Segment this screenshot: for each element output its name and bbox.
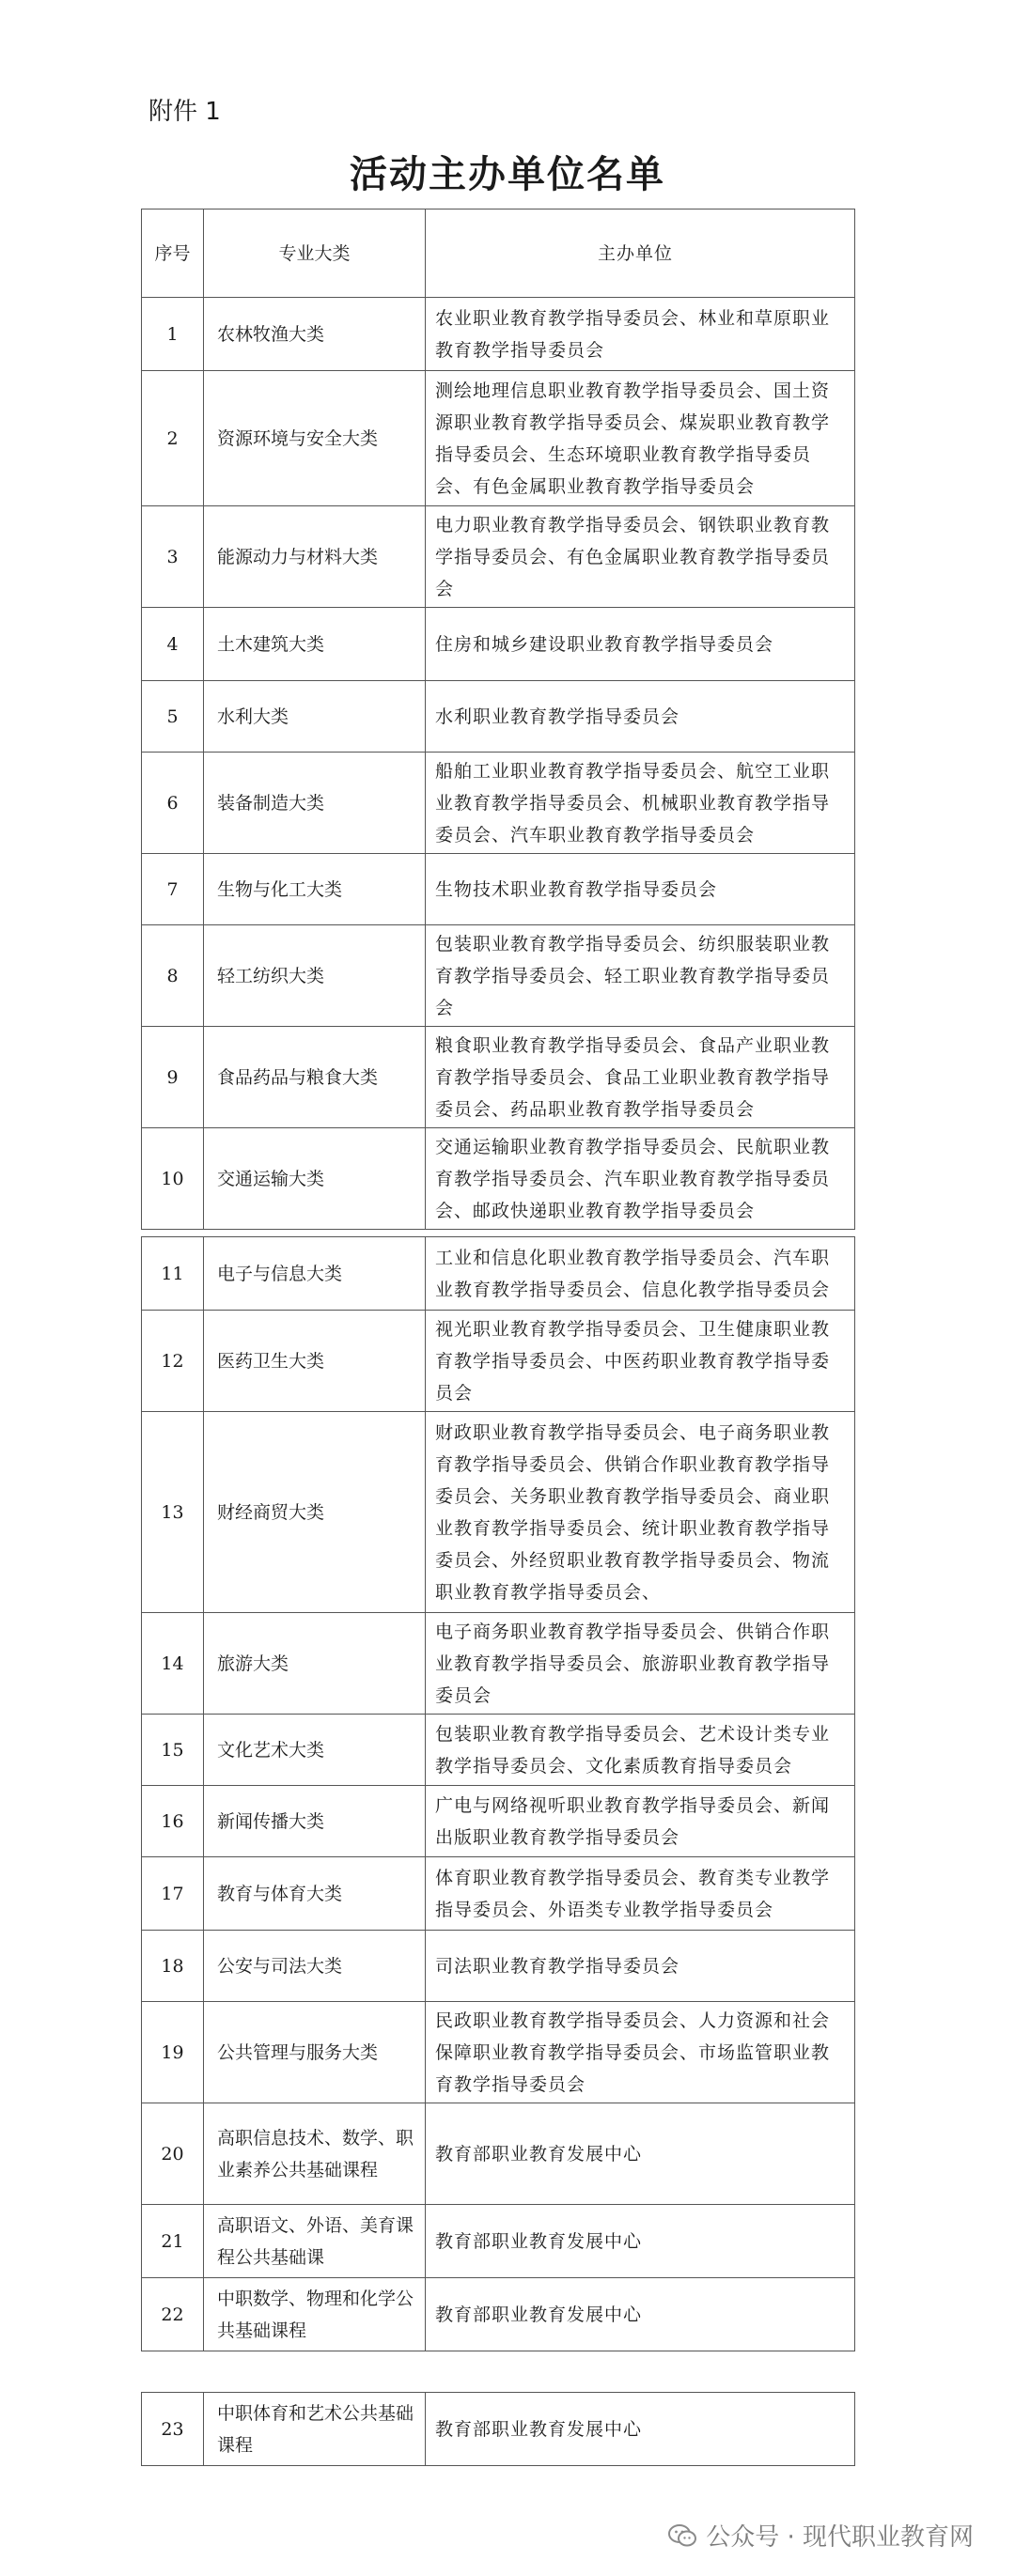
table-row — [142, 2393, 855, 2466]
header-category: 专业大类 — [204, 209, 426, 298]
row-organizer: 测绘地理信息职业教育教学指导委员会、国土资源职业教育教学指导委员会、煤炭职业教育教学指导委员会、生态环境职业教育教学指导委员会、有色金属职业教育教学指导委员会 — [426, 371, 855, 506]
page-title: 活动主办单位名单 — [350, 152, 665, 196]
table-row — [142, 2205, 855, 2278]
row-category: 中职数学、物理和化学公共基础课程 — [204, 2278, 426, 2351]
row-number: 2 — [142, 371, 204, 506]
row-organizer: 教育部职业教育发展中心 — [426, 2393, 855, 2466]
row-number: 13 — [142, 1412, 204, 1613]
table-row — [142, 1857, 855, 1931]
row-organizer: 电子商务职业教育教学指导委员会、供销合作职业教育教学指导委员会、旅游职业教育教学指导委员会 — [426, 1613, 855, 1715]
table-row — [142, 608, 855, 681]
row-number: 8 — [142, 925, 204, 1027]
table-row — [142, 506, 855, 608]
row-organizer: 教育部职业教育发展中心 — [426, 2205, 855, 2278]
row-number: 22 — [142, 2278, 204, 2351]
row-number: 20 — [142, 2103, 204, 2205]
table-row — [142, 925, 855, 1027]
row-organizer: 财政职业教育教学指导委员会、电子商务职业教育教学指导委员会、供销合作职业教育教学指导委员会、关务职业教育教学指导委员会、商业职业教育教学指导委员会、统计职业教育教学指导委员会、外经贸职业教育教学指导委员会、物流职业教育教学指导委员会、 — [426, 1412, 855, 1613]
table-row — [142, 1412, 855, 1613]
row-category: 旅游大类 — [204, 1613, 426, 1715]
row-organizer: 粮食职业教育教学指导委员会、食品产业职业教育教学指导委员会、食品工业职业教育教学指导委员会、药品职业教育教学指导委员会 — [426, 1027, 855, 1128]
row-organizer: 广电与网络视听职业教育教学指导委员会、新闻出版职业教育教学指导委员会 — [426, 1786, 855, 1857]
table-row — [142, 1613, 855, 1715]
row-organizer: 包装职业教育教学指导委员会、纺织服装职业教育教学指导委员会、轻工职业教育教学指导委员会 — [426, 925, 855, 1027]
row-number: 1 — [142, 298, 204, 371]
table-row — [142, 1715, 855, 1786]
watermark — [668, 2518, 974, 2553]
row-organizer: 住房和城乡建设职业教育教学指导委员会 — [426, 608, 855, 681]
row-organizer: 生物技术职业教育教学指导委员会 — [426, 854, 855, 925]
row-organizer: 视光职业教育教学指导委员会、卫生健康职业教育教学指导委员会、中医药职业教育教学指导委员会 — [426, 1311, 855, 1412]
row-number: 16 — [142, 1786, 204, 1857]
row-number: 21 — [142, 2205, 204, 2278]
row-category: 生物与化工大类 — [204, 854, 426, 925]
table-row — [142, 1931, 855, 2002]
row-category: 电子与信息大类 — [204, 1237, 426, 1311]
row-category: 公安与司法大类 — [204, 1931, 426, 2002]
row-category: 文化艺术大类 — [204, 1715, 426, 1786]
table-row — [142, 1237, 855, 1311]
row-category: 装备制造大类 — [204, 753, 426, 854]
watermark-text: 公众号 · 现代职业教育网 — [706, 2523, 974, 2552]
table-header-row — [142, 209, 855, 298]
row-category: 农林牧渔大类 — [204, 298, 426, 371]
row-organizer: 司法职业教育教学指导委员会 — [426, 1931, 855, 2002]
row-category: 水利大类 — [204, 681, 426, 753]
table-row — [142, 753, 855, 854]
header-seq: 序号 — [142, 209, 204, 298]
table-row — [142, 1027, 855, 1128]
row-number: 10 — [142, 1128, 204, 1230]
table-row — [142, 1128, 855, 1230]
row-organizer: 水利职业教育教学指导委员会 — [426, 681, 855, 753]
row-number: 15 — [142, 1715, 204, 1786]
row-organizer: 包装职业教育教学指导委员会、艺术设计类专业教学指导委员会、文化素质教育指导委员会 — [426, 1715, 855, 1786]
table-row — [142, 1786, 855, 1857]
table-row — [142, 2103, 855, 2205]
row-category: 高职语文、外语、美育课程公共基础课 — [204, 2205, 426, 2278]
row-category: 公共管理与服务大类 — [204, 2002, 426, 2103]
row-number: 7 — [142, 854, 204, 925]
row-organizer: 工业和信息化职业教育教学指导委员会、汽车职业教育教学指导委员会、信息化教学指导委员会 — [426, 1237, 855, 1311]
attachment-label: 附件 1 — [148, 98, 221, 126]
table-row — [142, 854, 855, 925]
row-organizer: 交通运输职业教育教学指导委员会、民航职业教育教学指导委员会、汽车职业教育教学指导委员会、邮政快递职业教育教学指导委员会 — [426, 1128, 855, 1230]
row-category: 高职信息技术、数学、职业素养公共基础课程 — [204, 2103, 426, 2205]
row-organizer: 体育职业教育教学指导委员会、教育类专业教学指导委员会、外语类专业教学指导委员会 — [426, 1857, 855, 1931]
row-category: 教育与体育大类 — [204, 1857, 426, 1931]
row-number: 23 — [142, 2393, 204, 2466]
header-organizer: 主办单位 — [426, 209, 855, 298]
table-row — [142, 681, 855, 753]
wechat-official-account-icon — [668, 2523, 696, 2548]
row-number: 5 — [142, 681, 204, 753]
row-category: 财经商贸大类 — [204, 1412, 426, 1613]
row-number: 17 — [142, 1857, 204, 1931]
row-number: 18 — [142, 1931, 204, 2002]
row-category: 交通运输大类 — [204, 1128, 426, 1230]
row-organizer: 农业职业教育教学指导委员会、林业和草原职业教育教学指导委员会 — [426, 298, 855, 371]
row-organizer: 船舶工业职业教育教学指导委员会、航空工业职业教育教学指导委员会、机械职业教育教学指导委员会、汽车职业教育教学指导委员会 — [426, 753, 855, 854]
table-row — [142, 2002, 855, 2103]
row-number: 9 — [142, 1027, 204, 1128]
table-row — [142, 1311, 855, 1412]
row-number: 12 — [142, 1311, 204, 1412]
row-organizer: 电力职业教育教学指导委员会、钢铁职业教育教学指导委员会、有色金属职业教育教学指导委员会 — [426, 506, 855, 608]
row-category: 轻工纺织大类 — [204, 925, 426, 1027]
row-category: 食品药品与粮食大类 — [204, 1027, 426, 1128]
table-row — [142, 298, 855, 371]
row-number: 4 — [142, 608, 204, 681]
table-row — [142, 2278, 855, 2351]
row-category: 资源环境与安全大类 — [204, 371, 426, 506]
organizer-table-part-3 — [141, 2392, 855, 2466]
row-category: 能源动力与材料大类 — [204, 506, 426, 608]
row-number: 19 — [142, 2002, 204, 2103]
row-category: 中职体育和艺术公共基础课程 — [204, 2393, 426, 2466]
row-organizer: 教育部职业教育发展中心 — [426, 2278, 855, 2351]
row-category: 医药卫生大类 — [204, 1311, 426, 1412]
row-organizer: 民政职业教育教学指导委员会、人力资源和社会保障职业教育教学指导委员会、市场监管职业教育教学指导委员会 — [426, 2002, 855, 2103]
row-organizer: 教育部职业教育发展中心 — [426, 2103, 855, 2205]
row-number: 14 — [142, 1613, 204, 1715]
row-category: 土木建筑大类 — [204, 608, 426, 681]
row-number: 6 — [142, 753, 204, 854]
organizer-table-part-1 — [141, 209, 855, 1230]
row-category: 新闻传播大类 — [204, 1786, 426, 1857]
table-row — [142, 371, 855, 506]
row-number: 11 — [142, 1237, 204, 1311]
row-number: 3 — [142, 506, 204, 608]
organizer-table-part-2 — [141, 1236, 855, 2351]
